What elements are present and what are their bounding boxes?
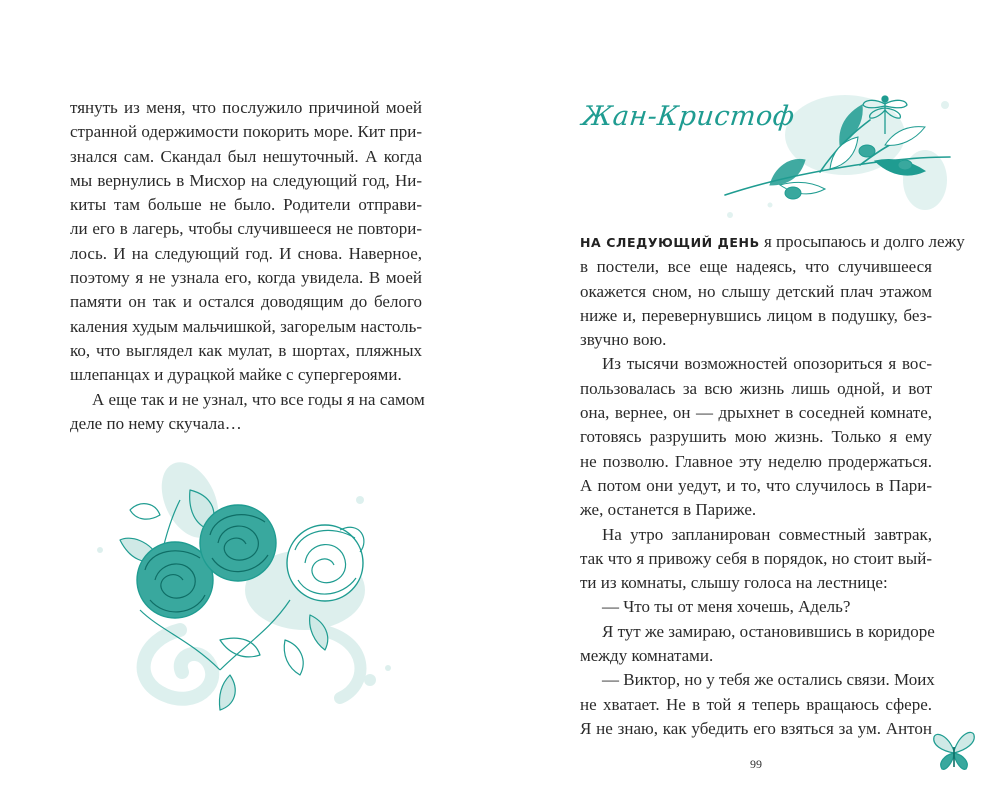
text-line: странной одержимости покорить море. Кит при-	[70, 122, 422, 142]
text-line: мы вернулись в Мисхор на следующий год, Ни-	[70, 170, 422, 190]
rose-illustration-icon	[70, 440, 430, 740]
text-line: А еще так и не узнал, что все годы я на самом	[92, 389, 425, 409]
butterfly-icon	[930, 727, 978, 775]
text-line: лось. И на следующий год. И снова. Наверное,	[70, 243, 422, 263]
text-line: ко, что выглядел как мулат, в шортах, пляжных	[70, 340, 422, 360]
text-line: она, вернее, он — дрыхнет в соседней комнате,	[580, 403, 932, 423]
text-line: киты там больше не было. Родители отправи-	[70, 195, 422, 215]
left-page-text	[70, 96, 425, 436]
text-line: в постели, все еще надеясь, что случившееся	[580, 257, 932, 277]
text-line: тянуть из меня, что послужило причиной моей	[70, 98, 422, 117]
text-line: звучно вою.	[580, 330, 667, 350]
text-line: между комнатами.	[580, 646, 714, 666]
text-line: же, останется в Париже.	[580, 500, 757, 520]
text-line: так что я привожу себя в порядок, но стоит вый-	[580, 548, 932, 568]
dragonfly-icon	[860, 92, 910, 137]
text-line: деле по нему скучала…	[70, 413, 242, 433]
text-line: А потом они уедут, и то, что случилось в Пари-	[580, 475, 932, 495]
text-line: Я не знаю, как убедить его взяться за ум. Антон	[580, 718, 932, 738]
chapter-title: Жан-Кристоф	[580, 101, 797, 132]
text-line: памяти он так и остался доводящим до белого	[70, 292, 422, 312]
text-line: не хватает. Не в той я теперь вращаюсь сфере.	[580, 694, 932, 714]
text-line: ли его в лагерь, чтобы случившееся не повтори-	[70, 219, 422, 239]
text-line: На утро запланирован совместный завтрак,	[602, 524, 932, 544]
text-fragment: я просыпаюсь и долго лежу	[763, 232, 965, 251]
chapter-lead-in: НА СЛЕДУЮЩИЙ ДЕНЬ	[580, 235, 760, 250]
right-page-text	[580, 230, 965, 741]
text-line-first	[580, 230, 965, 255]
text-line: каления худым мальчишкой, загорелым настоль-	[70, 316, 422, 336]
text-line: шлепанцах и дурацкой майке с супергероями.	[70, 365, 402, 385]
text-line: знался сам. Скандал был нешуточный. А когда	[70, 146, 422, 166]
text-line: не позволю. Главное эту неделю продержаться.	[580, 451, 932, 471]
text-line: окажется сном, но слышу детский плач этажом	[580, 281, 932, 301]
text-line: ниже и, перевернувшись лицом в подушку, без-	[580, 305, 932, 325]
text-line: ти из комнаты, слышу голоса на лестнице:	[580, 573, 888, 593]
page-number: 99	[750, 757, 762, 771]
text-line: пользовалась за всю жизнь лишь одной, и вот	[580, 378, 932, 398]
right-page	[500, 0, 1000, 800]
text-line: Я тут же замираю, остановившись в коридоре	[602, 621, 935, 641]
text-line: — Виктор, но у тебя же остались связи. Моих	[602, 670, 935, 690]
text-line: поэтому я не узнала его, когда увидела. В моей	[70, 268, 422, 288]
dialogue-line: — Что ты от меня хочешь, Адель?	[602, 597, 851, 617]
text-line: готовясь разрушить мою жизнь. Только я ему	[580, 427, 932, 447]
text-line: Из тысячи возможностей опозориться я вос-	[602, 354, 932, 374]
